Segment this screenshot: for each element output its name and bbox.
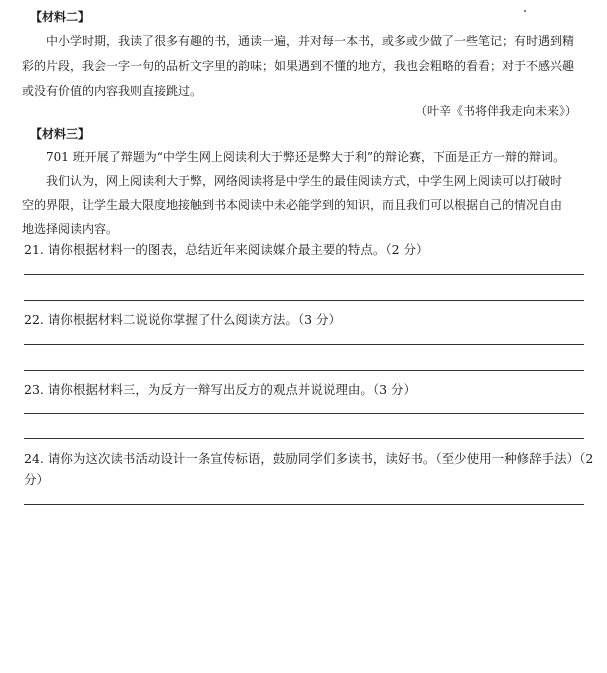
answer-line-21a[interactable] bbox=[24, 274, 584, 275]
question-24-line-2: 分） bbox=[24, 472, 50, 487]
material2-line-3: 或没有价值的内容我则直接跳过。 bbox=[22, 84, 203, 98]
question-23: 23. 请你根据材料三，为反方一辩写出反方的观点并说说理由。（3 分） bbox=[24, 382, 417, 397]
answer-line-23a[interactable] bbox=[24, 413, 584, 414]
material2-heading: 【材料二】 bbox=[30, 10, 91, 24]
material2-line-2: 彩的片段，我会一字一句的品析文字里的韵味；如果遇到不懂的地方，我也会粗略的看看；对于不感兴趣 bbox=[22, 59, 575, 73]
material3-line-2: 我们认为，网上阅读利大于弊，网络阅读将是中学生的最佳阅读方式，中学生网上阅读可以打破时 bbox=[46, 174, 563, 188]
answer-line-22a[interactable] bbox=[24, 344, 584, 345]
material3-line-1: 701 班开展了辩题为“中学生网上阅读利大于弊还是弊大于利”的辩论赛，下面是正方一辩的辩词。 bbox=[46, 150, 565, 164]
material3-heading: 【材料三】 bbox=[30, 127, 91, 141]
material3-line-4: 地选择阅读内容。 bbox=[22, 222, 119, 236]
answer-line-21b[interactable] bbox=[24, 300, 584, 301]
material2-citation: （叶辛《书将伴我走向未来》） bbox=[414, 104, 577, 118]
question-24-line-1: 24. 请你为这次读书活动设计一条宣传标语，鼓励同学们多读书，读好书。（至少使用一种修辞手法）（2 bbox=[24, 451, 594, 466]
question-21: 21. 请你根据材料一的图表，总结近年来阅读媒介最主要的特点。（2 分） bbox=[24, 242, 429, 257]
question-22: 22. 请你根据材料二说说你掌握了什么阅读方法。（3 分） bbox=[24, 312, 342, 327]
answer-line-23b[interactable] bbox=[24, 438, 584, 439]
answer-line-24[interactable] bbox=[24, 504, 584, 505]
material2-line-1: 中小学时期，我读了很多有趣的书，通读一遍，并对每一本书，或多或少做了一些笔记；有时遇到精 bbox=[46, 34, 575, 48]
material3-line-3: 空的界限，让学生最大限度地接触到书本阅读中未必能学到的知识，而且我们可以根据自己的情况自由 bbox=[22, 198, 563, 212]
answer-line-22b[interactable] bbox=[24, 370, 584, 371]
